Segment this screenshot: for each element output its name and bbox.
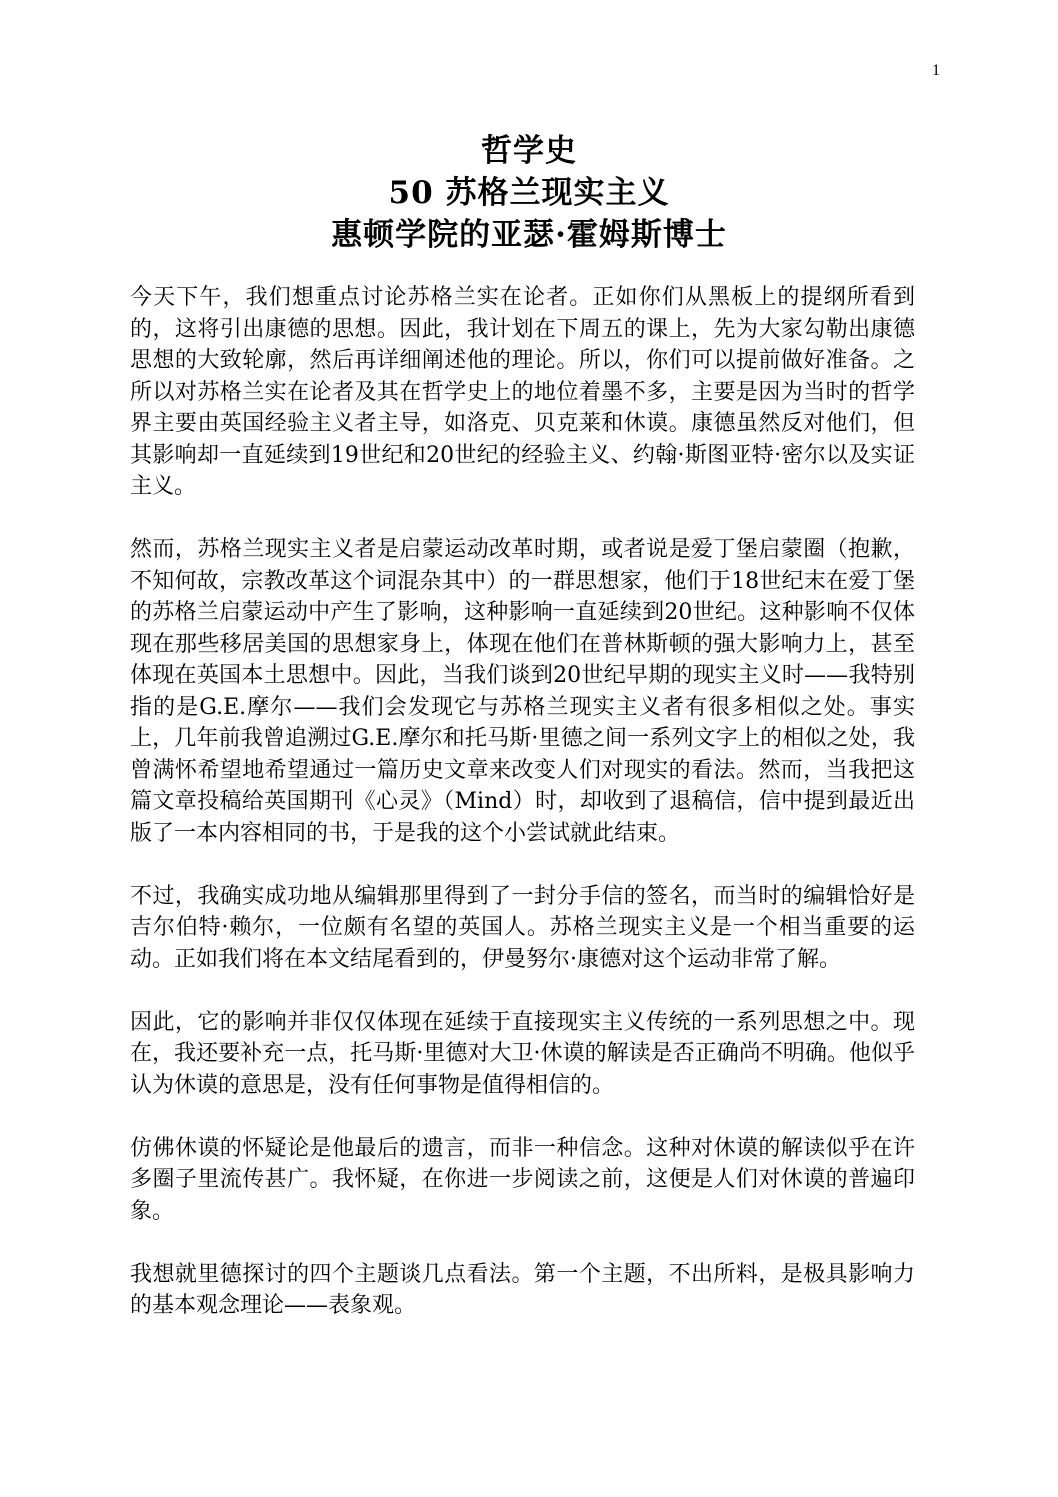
page-number: 1 (932, 62, 940, 79)
paragraph: 我想就里德探讨的四个主题谈几点看法。第一个主题，不出所料，是极具影响力的基本观念理论——表象观。 (130, 1261, 915, 1318)
document-header (0, 130, 1058, 256)
paragraph: 仿佛休谟的怀疑论是他最后的遗言，而非一种信念。这种对休谟的解读似乎在许多圈子里流传甚广。我怀疑，在你进一步阅读之前，这便是人们对休谟的普遍印象。 (130, 1135, 915, 1224)
paragraph: 不过，我确实成功地从编辑那里得到了一封分手信的签名，而当时的编辑恰好是吉尔伯特·赖尔，一位颇有名望的英国人。苏格兰现实主义是一个相当重要的运动。正如我们将在本文结尾看到的，伊曼努尔·康德对这个运动非常了解。 (130, 883, 915, 972)
lecture-title: 50 苏格兰现实主义 (388, 175, 670, 211)
paragraph: 今天下午，我们想重点讨论苏格兰实在论者。正如你们从黑板上的提纲所看到的，这将引出康德的思想。因此，我计划在下周五的课上，先为大家勾勒出康德思想的大致轮廓，然后再详细阐述他的理论。所以，你们可以提前做好准备。之所以对苏格兰实在论者及其在哲学史上的地位着墨不多，主要是因为当时的哲学界主要由英国经验主义者主导，如洛克、贝克莱和休谟。康德虽然反对他们，但其影响却一直延续到19世纪和20世纪的经验主义、约翰·斯图亚特·密尔以及实证主义。 (130, 285, 915, 499)
paragraph: 然而，苏格兰现实主义者是启蒙运动改革时期，或者说是爱丁堡启蒙圈（抱歉，不知何故，宗教改革这个词混杂其中）的一群思想家，他们于18世纪末在爱丁堡的苏格兰启蒙运动中产生了影响，这种影响一直延续到20世纪。这种影响不仅体现在那些移居美国的思想家身上，体现在他们在普林斯顿的强大影响力上，甚至体现在英国本土思想中。因此，当我们谈到20世纪早期的现实主义时——我特别指的是G.E.摩尔——我们会发现它与苏格兰现实主义者有很多相似之处。事实上，几年前我曾追溯过G.E.摩尔和托马斯·里德之间一系列文字上的相似之处，我曾满怀希望地希望通过一篇历史文章来改变人们对现实的看法。然而，当我把这篇文章投稿给英国期刊《心灵》（Mind）时，却收到了退稿信，信中提到最近出版了一本内容相同的书，于是我的这个小尝试就此结束。 (130, 537, 915, 846)
series-title: 哲学史 (481, 133, 577, 169)
paragraph: 因此，它的影响并非仅仅体现在延续于直接现实主义传统的一系列思想之中。现在，我还要补充一点，托马斯·里德对大卫·休谟的解读是否正确尚不明确。他似乎认为休谟的意思是，没有任何事物是值得相信的。 (130, 1009, 915, 1098)
lecturer-name: 惠顿学院的亚瑟·霍姆斯博士 (331, 217, 727, 253)
body-text (130, 282, 915, 1353)
